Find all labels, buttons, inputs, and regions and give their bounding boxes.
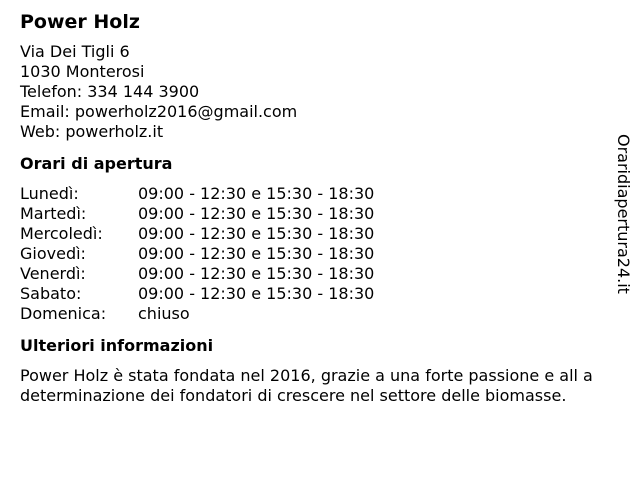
hours-time: 09:00 - 12:30 e 15:30 - 18:30 [138,284,375,303]
hours-row [20,284,610,304]
hours-time: 09:00 - 12:30 e 15:30 - 18:30 [138,264,375,283]
phone-line[interactable]: Telefon: 334 144 3900 [20,82,200,101]
hours-time: 09:00 - 12:30 e 15:30 - 18:30 [138,184,375,203]
opening-hours-heading: Orari di apertura [20,154,173,173]
hours-time: chiuso [138,304,190,323]
hours-time: 09:00 - 12:30 e 15:30 - 18:30 [138,204,375,223]
address-city: 1030 Monterosi [20,62,145,81]
hours-day: Venerdì: [20,264,86,283]
contact-block [20,42,610,142]
hours-day: Giovedì: [20,244,86,263]
hours-day: Lunedì: [20,184,79,203]
hours-row [20,224,610,244]
opening-hours-table [20,184,610,324]
business-name: Power Holz [20,11,140,33]
hours-day: Domenica: [20,304,107,323]
more-info-heading: Ulteriori informazioni [20,336,214,355]
hours-row [20,264,610,284]
web-line[interactable]: Web: powerholz.it [20,122,164,141]
business-card [20,10,610,406]
email-line[interactable]: Email: powerholz2016@gmail.com [20,102,298,121]
hours-row [20,304,610,324]
hours-time: 09:00 - 12:30 e 15:30 - 18:30 [138,244,375,263]
hours-time: 09:00 - 12:30 e 15:30 - 18:30 [138,224,375,243]
hours-row [20,184,610,204]
address-street: Via Dei Tigli 6 [20,42,130,61]
hours-row [20,244,610,264]
hours-row [20,204,610,224]
site-watermark: Oraridiapertura24.it [614,134,633,294]
hours-day: Martedì: [20,204,87,223]
hours-day: Mercoledì: [20,224,103,243]
hours-day: Sabato: [20,284,82,303]
more-info-text: Power Holz è stata fondata nel 2016, grazie a una forte passione e all a determinazione dei fondatori di crescere nel settore delle biomasse. [20,366,593,405]
